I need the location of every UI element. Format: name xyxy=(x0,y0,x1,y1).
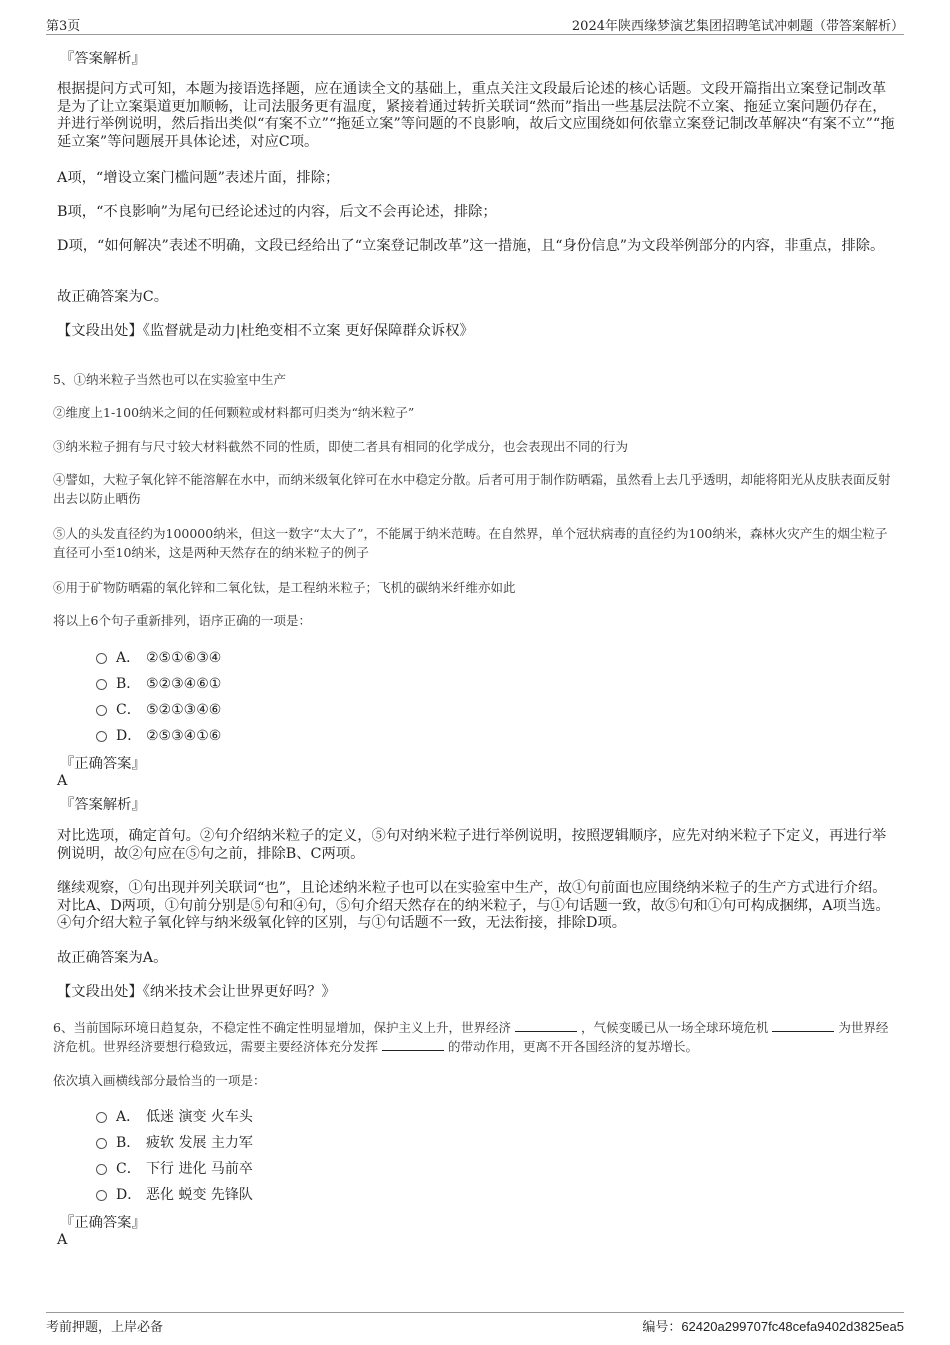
question-prompt: 将以上6个句子重新排列，语序正确的一项是： xyxy=(53,613,311,628)
analysis-paragraph: 继续观察，①句出现并列关联词“也”，且论述纳米粒子也可以在实验室中生产，故①句前面也应围绕纳米粒子的生产方式进行介绍。对比A、D两项，①句前分别是⑤句和④句，⑤句介绍天然存在的纳米粒子，与①句话题一致，故⑤句和①句可构成捆绑，A项当选。④句介绍大粒子氧化锌与纳米级氧化锌的区别，与①句话题不一致，无法衔接，排除D项。 xyxy=(57,880,890,931)
analysis-paragraph: 根据提问方式可知，本题为接语选择题，应在通读全文的基础上，重点关注文段最后论述的核心话题。文段开篇指出立案登记制改革是为了让立案渠道更加顺畅，让司法服务更有温度，紧接着通过转折关联词“然而”指出一些基层法院不立案、拖延立案问题仍存在，并进行举例说明，然后指出类似“有案不立”“拖延立案”等问题的不良影响，故后文应围绕如何依靠立案登记制改革解决“有案不立”“拖延立案”等问题展开具体论述，对应C项。 xyxy=(57,81,895,150)
document-code: 编号：62420a299707fc48cefa9402d3825ea5 xyxy=(642,1319,904,1335)
correct-answer: A xyxy=(57,773,68,789)
option-d[interactable]: D． ②⑤③④①⑥ xyxy=(96,726,221,746)
source-citation: 【文段出处】《监督就是动力|杜绝变相不立案 更好保障群众诉权》 xyxy=(57,323,474,339)
source-citation: 【文段出处】《纳米技术会让世界更好吗？》 xyxy=(57,984,336,1000)
correct-answer-label: 『正确答案』 xyxy=(60,756,146,772)
radio-icon[interactable] xyxy=(96,705,107,716)
analysis-label: 『答案解析』 xyxy=(60,51,146,67)
radio-icon[interactable] xyxy=(96,731,107,742)
fill-blank xyxy=(382,1039,444,1051)
analysis-label: 『答案解析』 xyxy=(60,797,146,813)
question-sentence: ⑤人的头发直径约为100000纳米，但这一数字“太大了”，不能属于纳米范畴。在自然界，单个冠状病毒的直径约为100纳米，森林火灾产生的烟尘粒子直径可小至10纳米，这是两种天然存在的纳米粒子的例子 xyxy=(53,526,888,560)
analysis-conclusion: 故正确答案为C。 xyxy=(57,289,169,305)
question-prompt: 依次填入画横线部分最恰当的一项是： xyxy=(53,1073,266,1088)
question-sentence: ④譬如，大粒子氧化锌不能溶解在水中，而纳米级氧化锌可在水中稳定分散。后者可用于制作防晒霜，虽然看上去几乎透明，却能将阳光从皮肤表面反射出去以防止晒伤 xyxy=(53,472,891,506)
option-a[interactable]: A． 低迷 演变 火车头 xyxy=(96,1107,253,1127)
page-number: 第3页 xyxy=(46,19,81,34)
analysis-paragraph: A项，“增设立案门槛问题”表述片面，排除； xyxy=(57,170,340,186)
option-c[interactable]: C． ⑤②①③④⑥ xyxy=(96,700,221,720)
question-sentence: ②维度上1-100纳米之间的任何颗粒或材料都可归类为“纳米粒子” xyxy=(53,405,415,420)
radio-icon[interactable] xyxy=(96,679,107,690)
analysis-paragraph: 对比选项，确定首句。②句介绍纳米粒子的定义，⑤句对纳米粒子进行举例说明，按照逻辑顺序，应先对纳米粒子下定义，再进行举例说明，故②句应在⑤句之前，排除B、C两项。 xyxy=(57,828,887,862)
question-sentence: 5、①纳米粒子当然也可以在实验室中生产 xyxy=(53,372,286,387)
question-sentence: ③纳米粒子拥有与尺寸较大材料截然不同的性质，即使二者具有相同的化学成分，也会表现出不同的行为 xyxy=(53,439,629,454)
option-d[interactable]: D． 恶化 蜕变 先锋队 xyxy=(96,1185,253,1205)
fill-blank xyxy=(772,1020,834,1032)
correct-answer-label: 『正确答案』 xyxy=(60,1215,146,1231)
page-footer xyxy=(46,1312,904,1337)
correct-answer: A xyxy=(57,1232,68,1248)
radio-icon[interactable] xyxy=(96,1112,107,1123)
footer-slogan: 考前押题，上岸必备 xyxy=(46,1320,164,1335)
radio-icon[interactable] xyxy=(96,1164,107,1175)
option-c[interactable]: C． 下行 进化 马前卒 xyxy=(96,1159,253,1179)
option-b[interactable]: B． ⑤②③④⑥① xyxy=(96,674,221,694)
analysis-conclusion: 故正确答案为A。 xyxy=(57,950,168,966)
question-stem: 6、当前国际环境日趋复杂，不稳定性不确定性明显增加，保护主义上升，世界经济 ，气候变暖已从一场全球环境危机 为世界经济危机。世界经济要想行稳致远，需要主要经济体充分发挥 的带动作用，更离不开各国经济的复苏增长。 xyxy=(53,1020,889,1054)
option-b[interactable]: B． 疲软 发展 主力军 xyxy=(96,1133,253,1153)
analysis-paragraph: B项，“不良影响”为尾句已经论述过的内容，后文不会再论述，排除； xyxy=(57,204,497,220)
radio-icon[interactable] xyxy=(96,1190,107,1201)
fill-blank xyxy=(515,1020,577,1032)
page-header xyxy=(46,14,904,35)
document-title: 2024年陕西缘梦演艺集团招聘笔试冲刺题（带答案解析） xyxy=(571,19,904,34)
question-sentence: ⑥用于矿物防晒霜的氧化锌和二氧化钛，是工程纳米粒子；飞机的碳纳米纤维亦如此 xyxy=(53,580,516,595)
option-a[interactable]: A． ②⑤①⑥③④ xyxy=(96,648,221,668)
analysis-paragraph: D项，“如何解决”表述不明确，文段已经给出了“立案登记制改革”这一措施，且“身份信息”为文段举例部分的内容，非重点，排除。 xyxy=(57,238,885,254)
radio-icon[interactable] xyxy=(96,653,107,664)
radio-icon[interactable] xyxy=(96,1138,107,1149)
